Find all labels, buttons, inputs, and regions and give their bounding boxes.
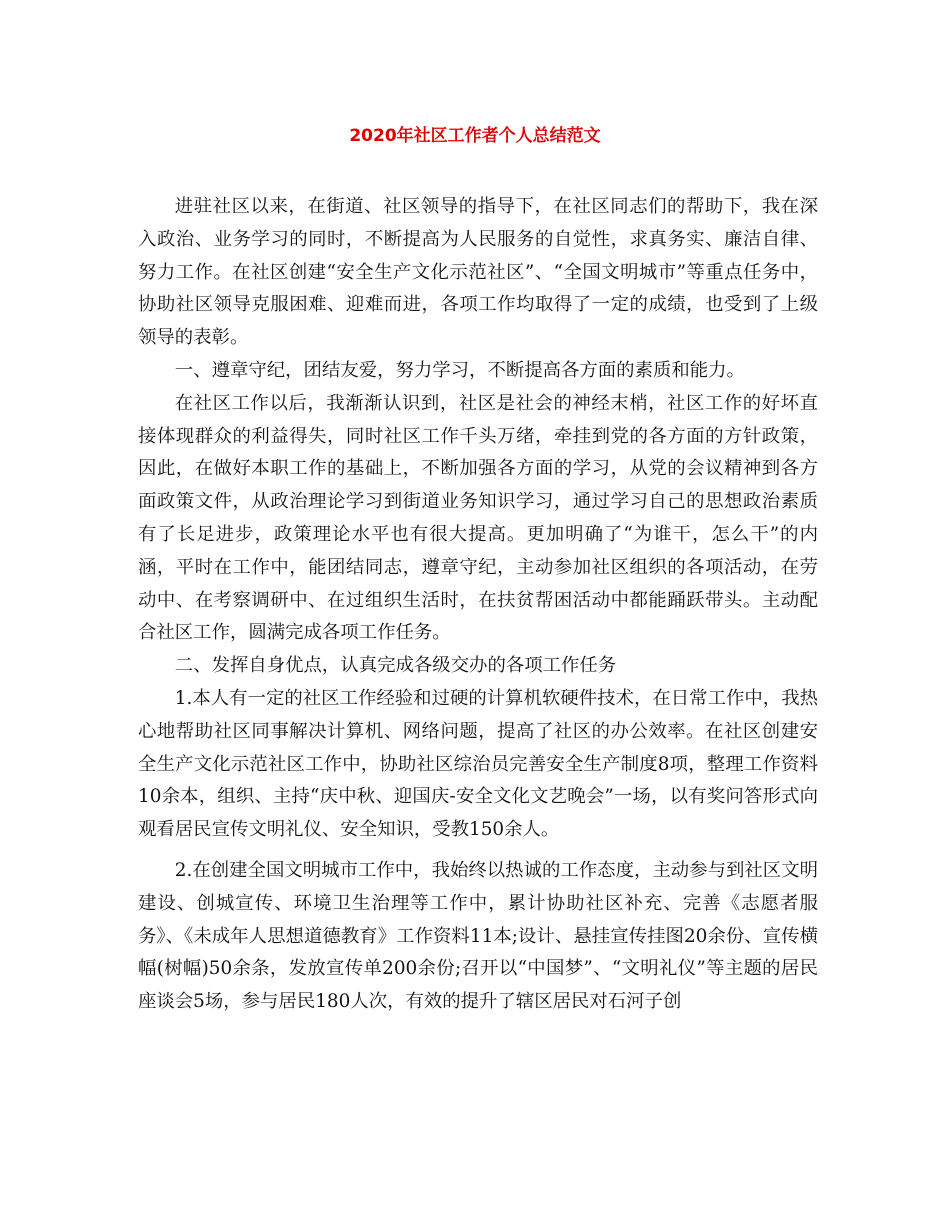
section-heading-2: 二、发挥自身优点，认真完成各级交办的各项工作任务 [174, 655, 617, 677]
section-heading-1: 一、遵章守纪，团结友爱，努力学习，不断提高各方面的素质和能力。 [174, 359, 745, 381]
document-title: 2020年社区工作者个人总结范文 [349, 126, 601, 146]
paragraph-item-2: 2.在创建全国文明城市工作中，我始终以热诚的工作态度，主动参与到社区文明建设、创城宣传、环境卫生治理等工作中，累计协助社区补充、完善《志愿者服务》、《未成年人思想道德教育》工作资料11本;设计、悬挂宣传挂图20余份、宣传横幅(树幅)50余条，发放宣传单200余份;召开以“中国梦”、“文明礼仪”等主题的居民座谈会5场，参与居民180人次，有效的提升了辖区居民对石河子创 [138, 859, 818, 1013]
paragraph-section-1: 在社区工作以后，我渐渐认识到，社区是社会的神经末梢，社区工作的好坏直接体现群众的利益得失，同时社区工作千头万绪，牵挂到党的各方面的方针政策，因此，在做好本职工作的基础上，不断加强各方面的学习，从党的会议精神到各方面政策文件，从政治理论学习到街道业务知识学习，通过学习自己的思想政治素质有了长足进步，政策理论水平也有很大提高。更加明确了“为谁干，怎么干”的内涵，平时在工作中，能团结同志，遵章守纪，主动参加社区组织的各项活动，在劳动中、在考察调研中、在过组织生活时，在扶贫帮困活动中都能踊跃带头。主动配合社区工作，圆满完成各项工作任务。 [138, 392, 818, 644]
document-body [138, 191, 818, 1019]
paragraph-item-1: 1.本人有一定的社区工作经验和过硬的计算机软硬件技术，在日常工作中，我热心地帮助社区同事解决计算机、网络问题，提高了社区的办公效率。在社区创建安全生产文化示范社区工作中，协助社区综治员完善安全生产制度8项，整理工作资料10余本，组织、主持“庆中秋、迎国庆-安全文化文艺晚会”一场，以有奖问答形式向观看居民宣传文明礼仪、安全知识，受教150余人。 [138, 687, 818, 841]
paragraph-intro: 进驻社区以来，在街道、社区领导的指导下，在社区同志们的帮助下，我在深入政治、业务学习的同时，不断提高为人民服务的自觉性，求真务实、廉洁自律、努力工作。在社区创建“安全生产文化示范社区”、“全国文明城市”等重点任务中，协助社区领导克服困难、迎难而进，各项工作均取得了一定的成绩，也受到了上级领导的表彰。 [138, 196, 818, 349]
